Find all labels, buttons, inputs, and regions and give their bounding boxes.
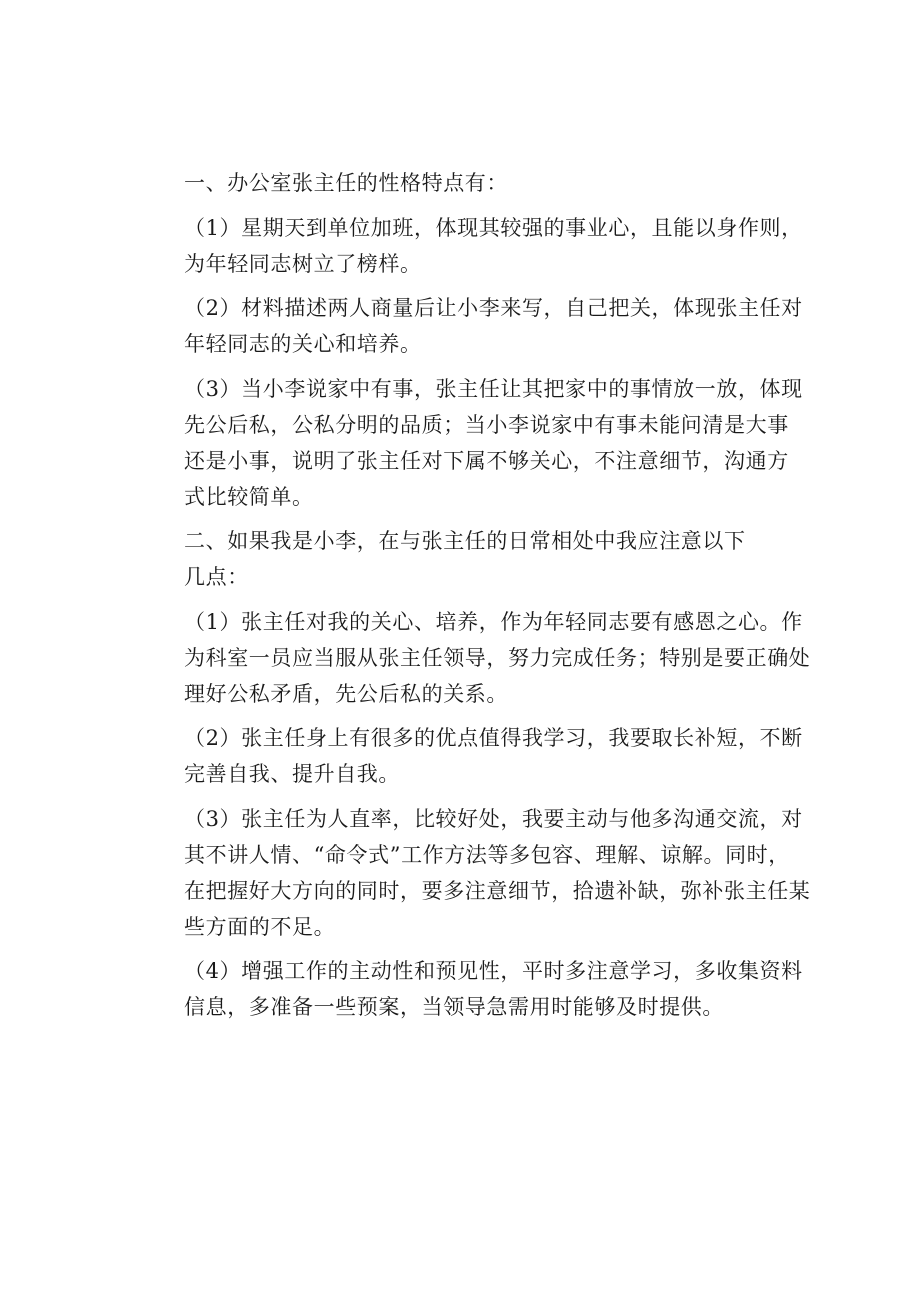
text-line: 二、如果我是小李，在与张主任的日常相处中我应注意以下 (184, 529, 746, 553)
paragraph-2-1 (184, 604, 811, 712)
paragraph-heading-1 (184, 165, 764, 201)
paragraph-2-2 (184, 720, 803, 792)
text-line: （3）张主任为人直率，比较好处，我要主动与他多沟通交流，对 (184, 806, 803, 831)
text-line: 为科室一员应当服从张主任领导，努力完成任务；特别是要正确处 (184, 645, 811, 670)
document-body (184, 165, 811, 1025)
paragraph-heading-2 (184, 523, 764, 595)
text-line: （1）星期天到单位加班，体现其较强的事业心，且能以身作则， (184, 215, 803, 240)
text-line: 几点： (184, 565, 249, 589)
text-line: 在把握好大方向的同时，要多注意细节，拾遗补缺，弥补张主任某 (184, 878, 811, 903)
text-line: 些方面的不足。 (184, 914, 336, 939)
text-line: （1）张主任对我的关心、培养，作为年轻同志要有感恩之心。作 (184, 609, 803, 634)
text-line: （3）当小李说家中有事，张主任让其把家中的事情放一放，体现 (184, 376, 803, 401)
paragraph-1-3 (184, 371, 803, 515)
text-line: 年轻同志的关心和培养。 (184, 332, 422, 356)
text-line: （2）张主任身上有很多的优点值得我学习，我要取长补短，不断 (184, 726, 803, 750)
text-line: 式比较简单。 (184, 484, 314, 509)
paragraph-1-1 (184, 210, 803, 282)
text-line: 为年轻同志树立了榜样。 (184, 251, 422, 276)
text-line: 还是小事，说明了张主任对下属不够关心，不注意细节，沟通方 (184, 448, 789, 473)
text-line: （4）增强工作的主动性和预见性，平时多注意学习，多收集资料 (184, 959, 803, 983)
text-line: 理好公私矛盾，先公后私的关系。 (184, 681, 508, 706)
text-line: 完善自我、提升自我。 (184, 762, 400, 786)
text-line: 先公后私，公私分明的品质；当小李说家中有事未能问清是大事 (184, 412, 789, 437)
text-line: 一、办公室张主任的性格特点有： (184, 171, 508, 195)
paragraph-2-3 (184, 801, 811, 945)
paragraph-2-4 (184, 953, 803, 1025)
text-line: 信息，多准备一些预案，当领导急需用时能够及时提供。 (184, 995, 724, 1019)
text-line: （2）材料描述两人商量后让小李来写，自己把关，体现张主任对 (184, 296, 803, 320)
paragraph-1-2 (184, 290, 803, 362)
text-line: 其不讲人情、“命令式”工作方法等多包容、理解、谅解。同时， (184, 842, 790, 867)
